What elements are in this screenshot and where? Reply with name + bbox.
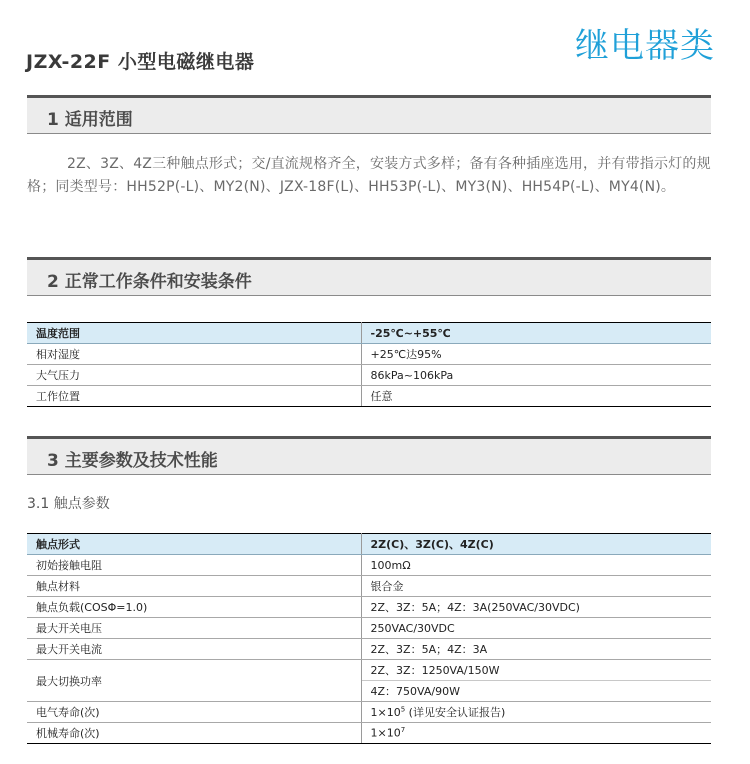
table-cell: 工作位置 bbox=[27, 386, 361, 407]
table-cell: 初始接触电阻 bbox=[27, 555, 361, 576]
table-cell: 最大开关电压 bbox=[27, 618, 361, 639]
subsection-title: 3.1 触点参数 bbox=[27, 496, 110, 512]
table-row bbox=[27, 555, 711, 576]
life-base: 1×10 bbox=[370, 726, 401, 740]
table-cell: 相对湿度 bbox=[27, 344, 361, 365]
life-exponent: 7 bbox=[400, 726, 406, 735]
table-cell: 大气压力 bbox=[27, 365, 361, 386]
table-cell: 触点负载(COSΦ=1.0) bbox=[27, 597, 361, 618]
table-header-row bbox=[27, 323, 711, 344]
table-cell: 温度范围 bbox=[27, 323, 361, 344]
table-cell bbox=[361, 702, 711, 723]
table-cell: 2Z、3Z：1250VA/150W bbox=[361, 660, 711, 681]
table-cell: 最大切换功率 bbox=[27, 660, 361, 702]
table-cell: 触点材料 bbox=[27, 576, 361, 597]
table-cell: 2Z(C)、3Z(C)、4Z(C) bbox=[361, 534, 711, 555]
table-cell bbox=[361, 723, 711, 744]
life-base: 1×10 bbox=[370, 706, 401, 719]
section-header-scope bbox=[27, 95, 711, 134]
table-row bbox=[27, 618, 711, 639]
table-cell: 2Z、3Z：5A；4Z：3A bbox=[361, 639, 711, 660]
table-row bbox=[27, 344, 711, 365]
section-header-parameters bbox=[27, 436, 711, 475]
table-cell: 机械寿命(次) bbox=[27, 723, 361, 744]
section-title: 2 正常工作条件和安装条件 bbox=[47, 272, 252, 292]
life-note: (详见安全认证报告) bbox=[405, 706, 506, 719]
table-row bbox=[27, 597, 711, 618]
table-cell: -25℃~+55℃ bbox=[361, 323, 711, 344]
table-cell: 250VAC/30VDC bbox=[361, 618, 711, 639]
contact-parameters-table bbox=[27, 533, 711, 744]
table-row bbox=[27, 639, 711, 660]
table-cell: 100mΩ bbox=[361, 555, 711, 576]
table-cell: 任意 bbox=[361, 386, 711, 407]
table-cell: 2Z、3Z：5A；4Z：3A(250VAC/30VDC) bbox=[361, 597, 711, 618]
table-cell: 电气寿命(次) bbox=[27, 702, 361, 723]
table-row bbox=[27, 660, 711, 681]
table-cell: 触点形式 bbox=[27, 534, 361, 555]
section-title: 1 适用范围 bbox=[47, 110, 133, 130]
category-label: 继电器类 bbox=[575, 26, 715, 66]
page-title: JZX-22F 小型电磁继电器 bbox=[26, 51, 255, 73]
table-row bbox=[27, 365, 711, 386]
intro-paragraph: 2Z、3Z、4Z三种触点形式；交/直流规格齐全，安装方式多样；备有各种插座选用，并有带指示灯的规格；同类型号：HH52P(-L)、MY2(N)、JZX-18F(L)、HH53P(-L)、MY3(N)、HH54P(-L)、MY4(N)。 bbox=[27, 156, 711, 195]
table-row bbox=[27, 723, 711, 744]
table-cell: 银合金 bbox=[361, 576, 711, 597]
conditions-table bbox=[27, 322, 711, 407]
life-exponent: 5 bbox=[400, 705, 406, 714]
table-row bbox=[27, 702, 711, 723]
table-row bbox=[27, 576, 711, 597]
section-title: 3 主要参数及技术性能 bbox=[47, 451, 218, 471]
table-cell: 最大开关电流 bbox=[27, 639, 361, 660]
table-header-row bbox=[27, 534, 711, 555]
table-cell: 4Z：750VA/90W bbox=[361, 681, 711, 702]
table-cell: +25℃达95% bbox=[361, 344, 711, 365]
section-header-conditions bbox=[27, 257, 711, 296]
table-row bbox=[27, 386, 711, 407]
table-cell: 86kPa~106kPa bbox=[361, 365, 711, 386]
